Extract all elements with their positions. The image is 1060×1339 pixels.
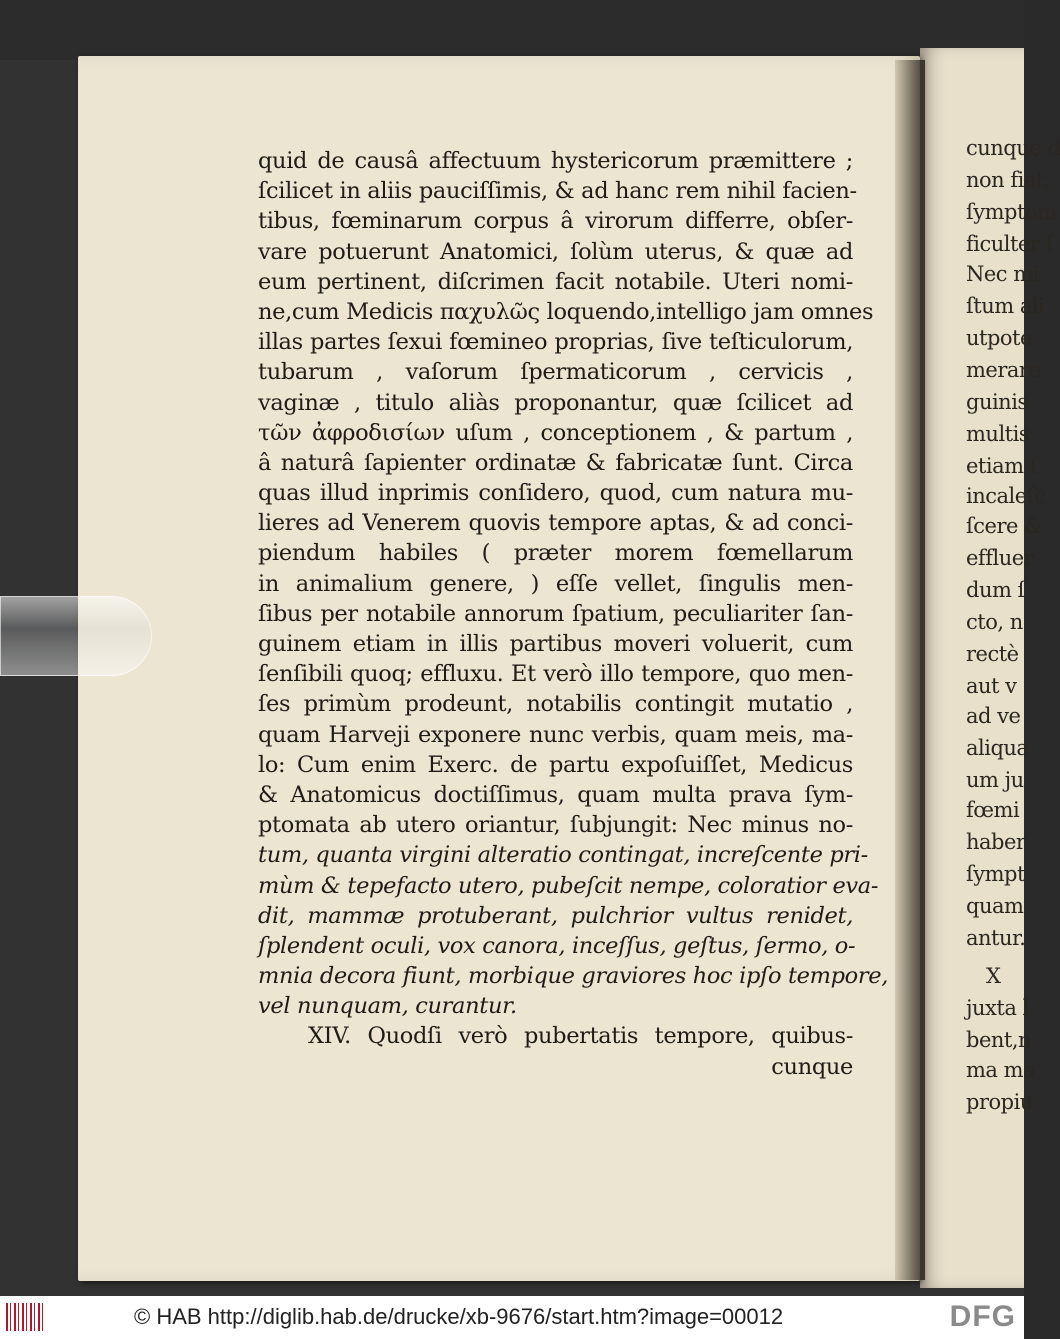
facing-text-line: guinis [966,390,1028,414]
text-line: quam Harveji exponere nunc verbis, quam meis, ma- [258,721,853,748]
text-line: piendum habiles ( præter morem fœmellarum [258,540,853,567]
facing-text-line: juxta l [966,996,1029,1020]
facing-text-line: ſympt [966,862,1025,886]
text-line: ne,cum Medicis παχυλῶς loquendo,intelligo jam omnes [258,298,874,325]
facing-text-line: antur. [966,926,1026,950]
facing-text-line: aut v [966,674,1017,698]
glass-clamp-reflection [0,596,152,676]
text-line: cunque [771,1053,853,1080]
facing-text-line: etiam ſ [966,454,1037,478]
hab-barcode-icon [6,1303,44,1331]
text-line: vel nunquam, curantur. [258,993,517,1020]
facing-text-line: ſymptom [966,200,1057,224]
text-line: vare potuerunt Anatomici, ſolùm uterus, & quæ ad [258,238,853,265]
facing-text-line: um ju [966,768,1024,792]
facing-text-line: fœmi [966,798,1020,822]
text-line: ſenſibili quoq; effluxu. Et verò illo tempore, quo men- [258,661,853,688]
facing-text-line: bent,n [966,1028,1032,1052]
facing-text-line: effluer [966,546,1034,570]
text-line: mnia decora fiunt, morbique graviores hoc ipſo tempore, [258,963,889,990]
text-line: â naturâ ſapienter ordinatæ & fabricatæ ſunt. Circa [258,449,853,476]
text-line: ſcilicet in aliis pauciſſimis, & ad hanc rem nihil facien- [258,178,857,205]
text-line: mùm & tepefacto utero, pubeſcit nempe, coloratior eva- [258,872,879,899]
text-line: tubarum , vaſorum ſpermaticorum , cervicis , [258,359,853,386]
text-line: tum, quanta virgini alteratio contingat, increſcente pri- [258,842,868,869]
facing-text-line: merare [966,358,1041,382]
main-text-block [258,146,889,1082]
text-line: ſplendent oculi, vox canora, inceſſus, geſtus, ſermo, o- [258,932,856,959]
facing-text-line: quam [966,894,1024,918]
text-line: ptomata ab utero oriantur, ſubjungit: Nec minus no- [258,812,853,839]
facing-text-line: utpote [966,326,1032,350]
facing-text-line: rectè [966,642,1019,666]
facing-text-line: propiu [966,1090,1033,1114]
facing-text-line: ficulter ſ [966,232,1053,256]
facing-text-line: cto, n [966,610,1023,634]
text-line: ſibus per notabile annorum ſpatium, peculiariter ſan- [258,600,853,627]
text-line: vaginæ , titulo aliàs proponantur, quæ ſcilicet ad [258,389,853,416]
text-line: ſes primùm prodeunt, notabilis contingit mutatio , [258,691,853,718]
scanner-backdrop-top [0,0,1024,60]
text-line: XIV. Quodſi verò pubertatis tempore, quibus- [308,1023,853,1050]
text-line: tibus, fœminarum corpus â virorum differre, obſer- [258,208,853,235]
text-line: in animalium genere, ) eſſe vellet, ſingulis men- [258,570,853,597]
text-line: quid de causâ affectuum hystericorum præmittere ; [258,148,853,174]
footer-bar [0,1296,1024,1339]
facing-text-line: ſtum ali [966,294,1045,318]
facing-text-line: Nec mi [966,262,1039,286]
facing-text-line: ad ve [966,704,1021,728]
text-line: illas partes ſexui fœmineo proprias, ſive teſticulorum, [258,329,853,356]
facing-page [920,48,1060,1288]
facing-text-line: X [986,964,1001,988]
text-line: & Anatomicus doctiſſimus, quam multa prava ſym- [258,781,853,808]
facing-text-line: ma ma [966,1058,1036,1082]
text-line: eum pertinent, diſcrimen facit notabile. Uteri nomi- [258,268,853,295]
facing-text-line: aliqua [966,736,1029,760]
facing-text-line: cunque d [966,136,1060,160]
text-line: lieres ad Venerem quovis tempore aptas, & ad conci- [258,510,853,537]
facing-text-line: dum ſ [966,578,1025,602]
dfg-logo: DFG [949,1300,1016,1333]
copyright-url[interactable]: © HAB http://diglib.hab.de/drucke/xb-9676/start.htm?image=00012 [134,1304,784,1329]
facing-text-line: incaleſc [966,484,1046,508]
page-gutter-shadow [895,60,925,1280]
facing-text-line: haber [966,830,1026,854]
facing-text-line: non fiat, [966,168,1050,192]
text-line: lo: Cum enim Exerc. de partu expoſuiſſet, Medicus [258,751,853,778]
text-line: τῶν ἀφροδισίων uſum , conceptionem , & partum , [258,419,853,446]
facing-text-line: multis [966,422,1030,446]
text-line: guinem etiam in illis partibus moveri voluerit, cum [258,631,853,657]
text-line: dit, mammæ protuberant, pulchrior vultus renidet, [258,902,853,929]
facing-text-line: ſcere & [966,514,1043,538]
text-line: quas illud inprimis conſidero, quod, cum natura mu- [258,480,853,507]
